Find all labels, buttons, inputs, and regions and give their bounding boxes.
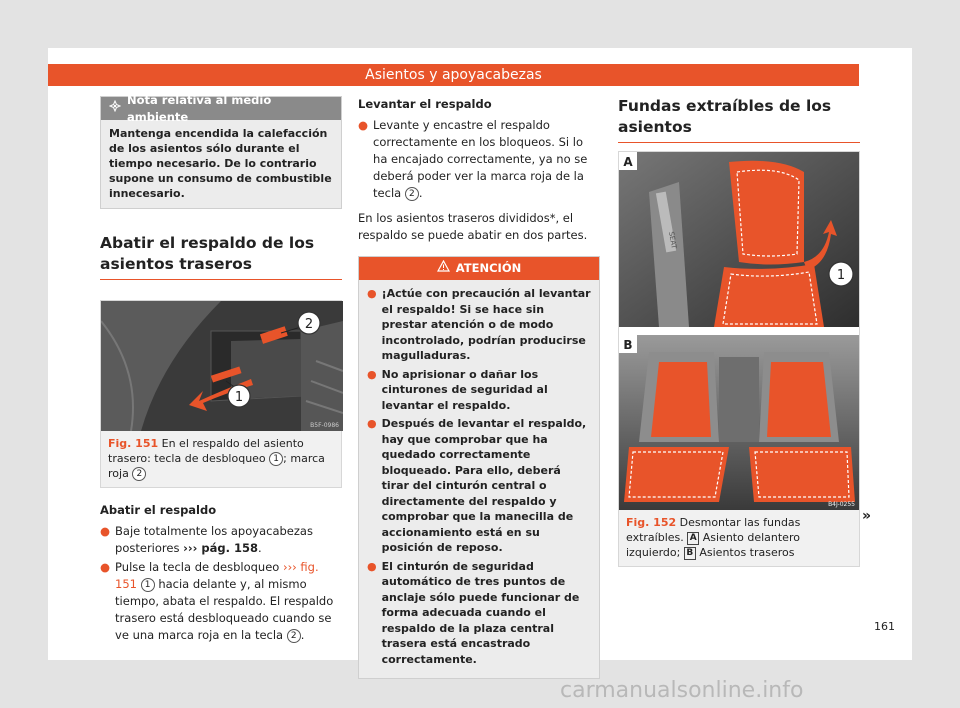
ref-number-1: 1 — [141, 578, 155, 592]
bullet-icon: ● — [367, 417, 377, 430]
warning-header — [359, 257, 599, 280]
env-note-title: Nota relativa al medio ambiente — [127, 92, 272, 124]
env-note — [100, 92, 342, 209]
ref-number-2: 2 — [287, 629, 301, 643]
figure-code: B4J-0255 — [828, 501, 855, 508]
levantar-title: Levantar el respaldo — [358, 97, 492, 111]
leaf-icon — [109, 100, 121, 117]
figure-151 — [100, 300, 342, 488]
list-item — [100, 559, 342, 644]
seat-belt-text: SEAT — [667, 230, 678, 250]
abatir-title: Abatir el respaldo — [100, 503, 217, 517]
column-left — [100, 92, 342, 646]
list-item: ● No aprisionar o dañar los cinturones de seguridad al levantar el respaldo. — [367, 367, 548, 412]
page-reference-link[interactable]: ››› pág. 158 — [183, 541, 258, 555]
warning-triangle-icon — [437, 260, 450, 277]
bullet-icon: ● — [367, 287, 377, 300]
callout-1: 1 — [836, 268, 846, 283]
figure-152 — [618, 151, 860, 567]
caption-text: Asientos traseros — [699, 546, 795, 559]
bullet-icon: ● — [358, 118, 369, 132]
list-item: ● ¡Actúe con precaución al levantar el respaldo! Si se hace sin prestar atención o de modo incontrolado, podrían producirse magulladuras. — [367, 287, 591, 362]
page-header — [48, 64, 859, 86]
panel-label-b: B — [623, 338, 633, 352]
bullet-icon: ● — [367, 559, 377, 573]
figure-reference-link[interactable]: ››› fig. 151 — [115, 560, 319, 591]
section-title-abatir: Abatir el respaldo de los asientos traseros — [100, 233, 342, 280]
column-middle — [358, 96, 600, 679]
section-title-fundas: Fundas extraíbles de los asientos — [618, 96, 860, 143]
column-right — [618, 96, 860, 567]
page-number: 161 — [874, 620, 895, 633]
paragraph: En los asientos traseros divididos*, el respaldo se puede abatir en dos partes. — [358, 211, 588, 242]
bullet-icon: ● — [100, 560, 111, 574]
callout-1: 1 — [234, 390, 244, 405]
seat-covers-illustration — [619, 152, 859, 510]
ref-number-2: 2 — [132, 467, 146, 481]
rear-seat-latch-illustration — [101, 301, 343, 431]
box-label-b: B — [684, 547, 696, 560]
caption-text: Desmontar las fundas extraíbles. — [626, 516, 801, 544]
list-item-text: Pulse la tecla de desbloqueo ››› fig. 151 1 hacia delante y, al mismo tiempo, abata el respaldo. El respaldo trasero está desbloqueado cuando se ve una marca roja en la tecla 2 . — [115, 560, 334, 642]
figure-152-image — [619, 152, 859, 510]
bullet-icon: ● — [100, 524, 111, 538]
figure-152-caption — [619, 510, 859, 566]
warning-title: ATENCIÓN — [455, 261, 522, 275]
list-item: ● El cinturón de seguridad automático de tres puntos de anclaje sólo puede funcionar de forma adecuada cuando el respaldo de la plaza central trasera está encastrado correctamente. — [367, 559, 580, 666]
list-item-text: Levante y encastre el respaldo correctamente en los bloqueos. Si lo ha encajado correctamente, ya no se deberá poder ver la marca roja de la tecla 2 . — [373, 118, 588, 200]
caption-text: ; marca roja — [108, 452, 325, 480]
panel-label-a: A — [623, 155, 633, 169]
figure-label: Fig. 151 — [108, 437, 159, 450]
bullet-icon: ● — [367, 367, 377, 381]
warning-box — [358, 256, 600, 679]
figure-151-caption — [101, 431, 341, 487]
ref-number-1: 1 — [269, 452, 283, 466]
figure-151-image — [101, 301, 341, 431]
list-item: ● Después de levantar el respaldo, hay que comprobar que ha quedado correctamente bloqueado. Para ello, deberá tirar del cinturón central o directamente del respaldo y comprobar que la manecilla de accionamiento está en su posición de reposo. — [367, 417, 587, 554]
continue-arrow: » — [862, 508, 872, 524]
abatir-block — [100, 502, 342, 644]
caption-text: En el respaldo del asiento trasero: tecla de desbloqueo — [108, 437, 304, 465]
figure-code: B5F-0986 — [310, 422, 339, 429]
box-label-a: A — [687, 532, 699, 545]
warning-body — [359, 280, 599, 678]
figure-label: Fig. 152 — [626, 516, 677, 529]
caption-text: Asiento delantero izquierdo; — [626, 531, 800, 559]
list-item — [100, 523, 342, 557]
header-title: Asientos y apoyacabezas — [365, 67, 542, 83]
list-item-text: Baje totalmente los apoyacabezas posteriores ››› pág. 158. — [115, 524, 313, 555]
list-item — [358, 117, 600, 202]
env-note-header — [101, 92, 341, 124]
env-note-body: Mantenga encendida la calefacción de los asientos sólo durante el tiempo necesario. De lo contrario supone un consumo de combustible innecesario. — [109, 127, 332, 200]
callout-2: 2 — [304, 317, 314, 332]
ref-number-2: 2 — [405, 187, 419, 201]
watermark: carmanualsonline.info — [560, 678, 804, 703]
